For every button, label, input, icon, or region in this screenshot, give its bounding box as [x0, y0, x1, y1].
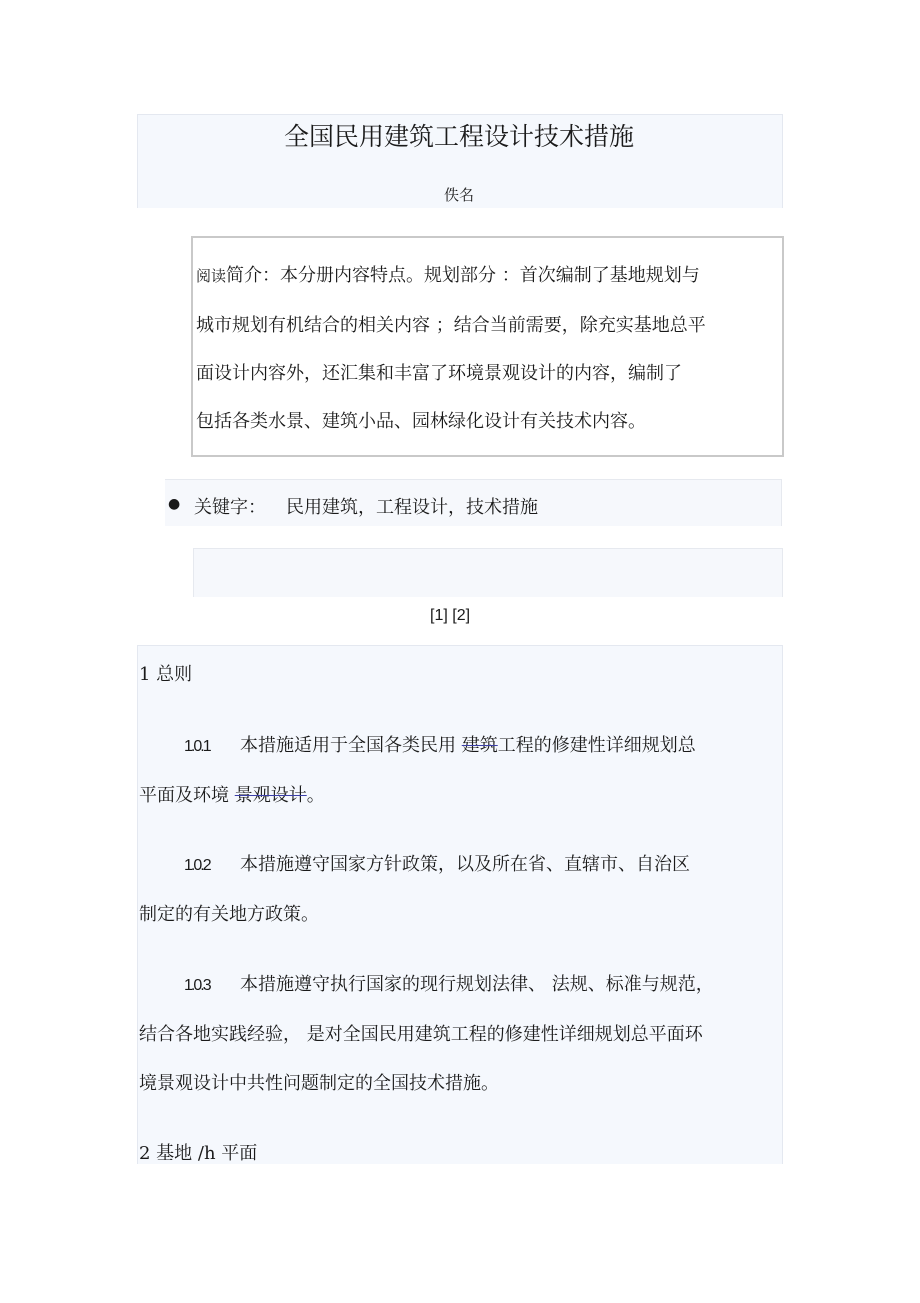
paragraph-3-line-1 [184, 973, 714, 998]
blank-panel [193, 548, 783, 597]
summary-line-3: 面设计内容外，还汇集和丰富了环境景观设计的内容，编制了 [196, 363, 682, 384]
paragraph-3-line-2: 结合各地实践经验， 是对全国民用建筑工程的修建性详细规划总平面环 [139, 1024, 703, 1045]
paragraph-text: 平面及环境 [139, 785, 235, 806]
paragraph-text: 工程的修建性详细规划总 [497, 735, 696, 756]
paragraph-3-line-3: 境景观设计中共性问题制定的全国技术措施。 [139, 1073, 499, 1094]
page-link-2[interactable]: [2] [452, 607, 471, 624]
keywords-value: 民用建筑，工程设计，技术措施 [286, 497, 538, 518]
paragraph-1-line-1 [184, 734, 696, 759]
section-heading-1: 1 总则 [139, 664, 193, 685]
author: 佚名 [443, 186, 474, 204]
paragraph-text: 本措施适用于全国各类民用 [240, 735, 462, 756]
clause-number: 1.0.3 [184, 977, 210, 994]
paragraph-text: 。 [306, 785, 325, 806]
pagination [430, 606, 470, 626]
keywords [194, 496, 538, 520]
summary-text: 简介：本分册内容特点。规划部分 ：首次编制了基地规划与 [226, 265, 700, 286]
bullet-icon: ● [168, 496, 181, 512]
link-landscape-design[interactable]: 景观设计 [234, 785, 307, 806]
clause-number: 1.0.2 [184, 857, 210, 874]
summary-line-2: 城市规划有机结合的相关内容 ；结合当前需要，除充实基地总平 [196, 315, 706, 336]
link-building[interactable]: 建筑 [461, 735, 498, 756]
keywords-label: 关键字： [194, 497, 266, 518]
summary-line-4: 包括各类水景、建筑小品、园林绿化设计有关技术内容。 [196, 411, 646, 432]
paragraph-2-line-1 [184, 853, 690, 878]
page-title: 全国民用建筑工程设计技术措施 [283, 122, 634, 151]
page-link-1[interactable]: [1] [430, 607, 448, 624]
paragraph-1-line-2 [139, 784, 325, 808]
clause-number: 1.0.1 [184, 738, 210, 755]
summary-label: 阅读 [196, 267, 227, 285]
summary-line-1 [196, 264, 700, 288]
paragraph-text: 本措施遵守国家方针政策，以及所在省、直辖市、自治区 [240, 854, 690, 875]
paragraph-2-line-2: 制定的有关地方政策。 [139, 904, 319, 925]
paragraph-text: 本措施遵守执行国家的现行规划法律、 法规、标准与规范， [240, 974, 714, 995]
section-heading-2: 2 基地 /h 平面 [139, 1143, 258, 1164]
